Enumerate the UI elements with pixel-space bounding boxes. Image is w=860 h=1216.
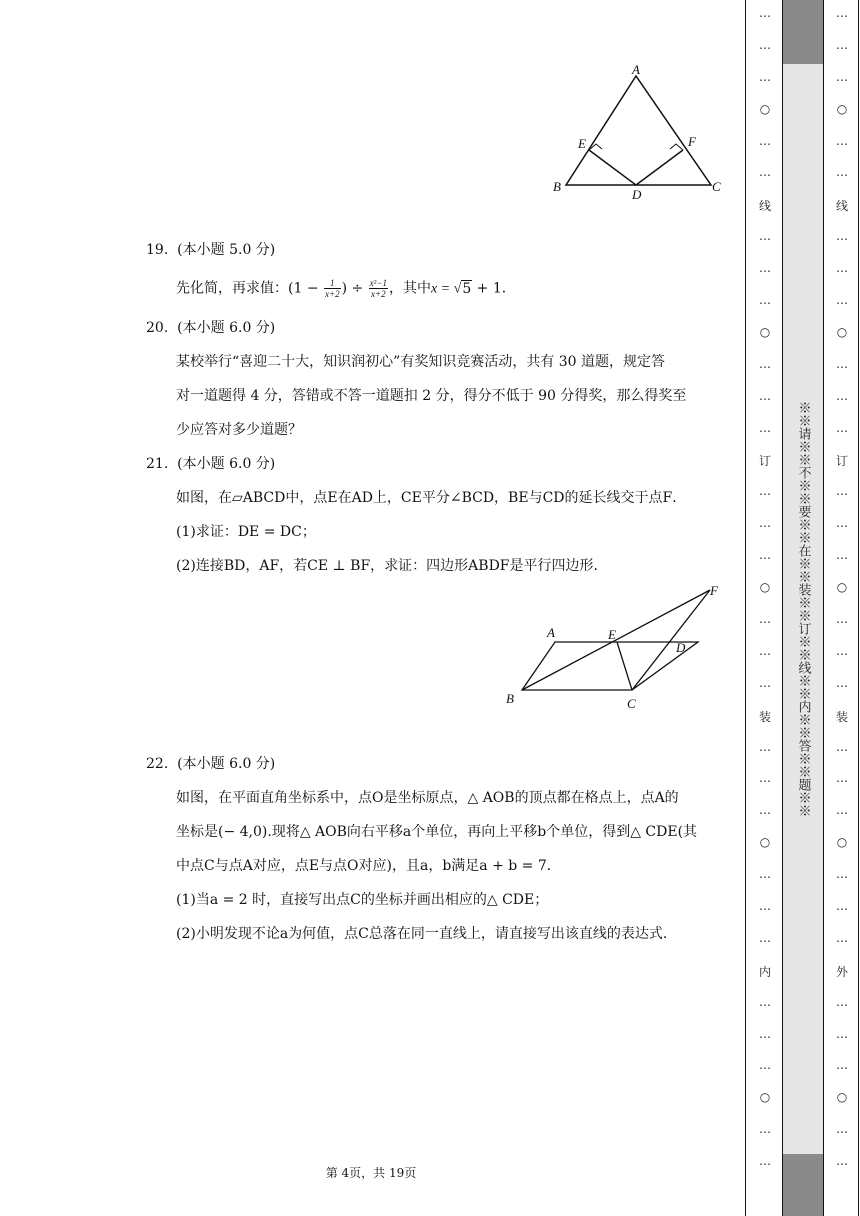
binding-glyph: … — [759, 867, 771, 882]
question-score: (本小题 6.0 分) — [177, 320, 276, 336]
fraction: $\frac{1}{x+2}$ — [325, 278, 340, 299]
binding-glyph: ○ — [836, 580, 848, 595]
binding-glyph: … — [836, 516, 848, 531]
fig1-label-D: D — [632, 187, 642, 202]
binding-glyph: … — [759, 516, 771, 531]
binding-glyph: … — [759, 771, 771, 786]
question-22-header — [146, 754, 275, 774]
binding-glyph: ○ — [836, 324, 848, 339]
fig2-label-C: C — [627, 696, 636, 711]
q20-line: 某校举行“喜迎二十大，知识润初心”有奖知识竞赛活动，共有 30 道题，规定答 — [176, 354, 666, 370]
binding-glyph: … — [836, 420, 848, 435]
binding-glyph: … — [836, 69, 848, 84]
figure-triangle — [548, 60, 728, 205]
binding-glyph: … — [836, 293, 848, 308]
binding-glyph: … — [759, 1154, 771, 1169]
q21-line: 如图，在▱ABCD中，点E在AD上，CE平分∠BCD，BE与CD的延长线交于点F． — [176, 490, 687, 506]
binding-glyph: 内 — [758, 964, 771, 979]
q19-expr: x = √ — [430, 281, 462, 297]
binding-banner — [783, 64, 823, 1154]
binding-glyph: … — [759, 69, 771, 84]
binding-glyph: 装 — [758, 709, 771, 724]
question-score: (本小题 6.0 分) — [177, 456, 276, 472]
fig1-label-A: A — [632, 62, 640, 77]
binding-border — [858, 0, 859, 1216]
q20-line: 对一道题得 4 分，答错或不答一道题扣 2 分，得分不低于 90 分得奖，那么得奖至 — [176, 388, 687, 404]
fig2-label-E: E — [608, 627, 616, 642]
binding-glyph: 线 — [835, 199, 848, 214]
binding-glyph: … — [836, 484, 848, 499]
binding-glyph: … — [836, 1058, 848, 1073]
binding-glyph: … — [836, 803, 848, 818]
q19-expr: + 1． — [472, 280, 516, 297]
fraction: $\frac{\text{x²−1}}{x+2}$ — [369, 278, 387, 299]
binding-glyph: ○ — [759, 324, 771, 339]
question-score: (本小题 6.0 分) — [177, 756, 276, 772]
question-score: (本小题 5.0 分) — [177, 242, 276, 258]
binding-glyph: … — [759, 293, 771, 308]
binding-glyph: … — [759, 643, 771, 658]
binding-glyph: ○ — [836, 101, 848, 116]
binding-glyph: … — [759, 739, 771, 754]
question-19-header — [146, 240, 275, 260]
question-21-header — [146, 454, 275, 474]
question-19-body — [176, 278, 516, 300]
binding-glyph: … — [759, 548, 771, 563]
fig1-label-B: B — [553, 179, 561, 194]
binding-glyph: … — [836, 6, 848, 20]
fig2-label-D: D — [676, 640, 686, 655]
binding-glyph: … — [759, 898, 771, 913]
binding-glyph: … — [759, 675, 771, 690]
binding-glyph: … — [836, 739, 848, 754]
figure-parallelogram — [500, 580, 730, 715]
fig1-label-C: C — [712, 179, 721, 194]
binding-glyph: ○ — [836, 835, 848, 850]
q20-line: 少应答对多少道题？ — [176, 422, 302, 438]
binding-glyph: … — [759, 420, 771, 435]
binding-glyph: ○ — [759, 835, 771, 850]
binding-glyph: … — [836, 388, 848, 403]
q19-expr: (1 − — [288, 280, 323, 297]
binding-glyph: … — [759, 484, 771, 499]
fig2-label-B: B — [506, 691, 514, 706]
binding-glyph: … — [759, 803, 771, 818]
binding-glyph: … — [759, 930, 771, 945]
question-20-header — [146, 318, 275, 338]
q22-line: 中点C与点A对应，点E与点O对应)，且a，b满足a + b = 7． — [176, 858, 561, 874]
q19-text: 先化简，再求值： — [176, 280, 288, 297]
q22-line: 如图，在平面直角坐标系中，点O是坐标原点，△ AOB的顶点都在格点上，点A的 — [176, 790, 679, 806]
binding-glyph: … — [759, 37, 771, 52]
binding-glyph: … — [836, 898, 848, 913]
binding-glyph: 外 — [835, 964, 848, 979]
fig2-label-F: F — [710, 583, 718, 598]
binding-glyph: … — [836, 133, 848, 148]
binding-glyph: … — [836, 867, 848, 882]
binding-glyph: … — [836, 930, 848, 945]
binding-tab-top — [783, 0, 823, 64]
question-number: 20. — [146, 320, 169, 336]
binding-glyph: … — [836, 1122, 848, 1137]
q19-sqrt: 5 — [462, 280, 472, 297]
binding-tab-bottom — [783, 1154, 823, 1216]
binding-glyph: … — [836, 611, 848, 626]
binding-glyph: ○ — [759, 1090, 771, 1105]
fig1-label-E: E — [578, 136, 586, 151]
binding-glyph: … — [759, 229, 771, 244]
binding-glyph: … — [836, 675, 848, 690]
binding-glyph: … — [836, 229, 848, 244]
binding-warning-text: ※※请※※不※※要※※在※※装※※订※※线※※内※※答※※题※※ — [795, 401, 811, 817]
binding-glyph: 装 — [835, 709, 848, 724]
binding-glyph: 线 — [758, 199, 771, 214]
binding-glyph: … — [759, 994, 771, 1009]
binding-border — [823, 0, 824, 1216]
q21-part1: (1)求证：DE = DC； — [176, 524, 316, 540]
binding-glyph: … — [759, 6, 771, 20]
binding-glyph: … — [759, 388, 771, 403]
binding-glyph: … — [759, 356, 771, 371]
binding-glyph: … — [836, 994, 848, 1009]
binding-glyph: 订 — [835, 454, 848, 469]
question-number: 19. — [146, 242, 169, 258]
binding-glyph: … — [836, 356, 848, 371]
binding-outer-column — [832, 0, 852, 1216]
binding-glyph: ○ — [759, 580, 771, 595]
binding-glyph: … — [759, 1026, 771, 1041]
binding-glyph: … — [836, 261, 848, 276]
binding-glyph: … — [836, 548, 848, 563]
q21-part2: (2)连接BD，AF，若CE ⊥ BF，求证：四边形ABDF是平行四边形． — [176, 558, 608, 574]
binding-glyph: … — [836, 1026, 848, 1041]
binding-glyph: … — [836, 1154, 848, 1169]
question-number: 22. — [146, 756, 169, 772]
fig2-label-A: A — [547, 625, 555, 640]
binding-glyph: … — [759, 1058, 771, 1073]
fig1-label-F: F — [688, 134, 696, 149]
binding-glyph: … — [759, 1122, 771, 1137]
q22-line: 坐标是(− 4,0).现将△ AOB向右平移a个单位，再向上平移b个单位，得到△ CDE(其 — [176, 824, 698, 840]
binding-glyph: … — [759, 611, 771, 626]
binding-glyph: ○ — [759, 101, 771, 116]
binding-glyph: … — [836, 643, 848, 658]
q19-expr: ) ÷ — [341, 280, 368, 297]
binding-glyph: … — [836, 165, 848, 180]
binding-glyph: … — [759, 165, 771, 180]
q19-text: ，其中 — [388, 280, 431, 297]
binding-inner-column — [755, 0, 775, 1216]
binding-glyph: … — [759, 133, 771, 148]
binding-glyph: … — [836, 37, 848, 52]
binding-glyph: 订 — [758, 454, 771, 469]
question-number: 21. — [146, 456, 169, 472]
binding-glyph: … — [836, 771, 848, 786]
binding-glyph: ○ — [836, 1090, 848, 1105]
binding-border — [745, 0, 746, 1216]
binding-glyph: … — [759, 261, 771, 276]
q22-line: (1)当a = 2 时，直接写出点C的坐标并画出相应的△ CDE； — [176, 892, 549, 908]
q22-line: (2)小明发现不论a为何值，点C总落在同一直线上，请直接写出该直线的表达式． — [176, 926, 677, 942]
page-footer: 第 4页，共 19页 — [325, 1166, 417, 1180]
